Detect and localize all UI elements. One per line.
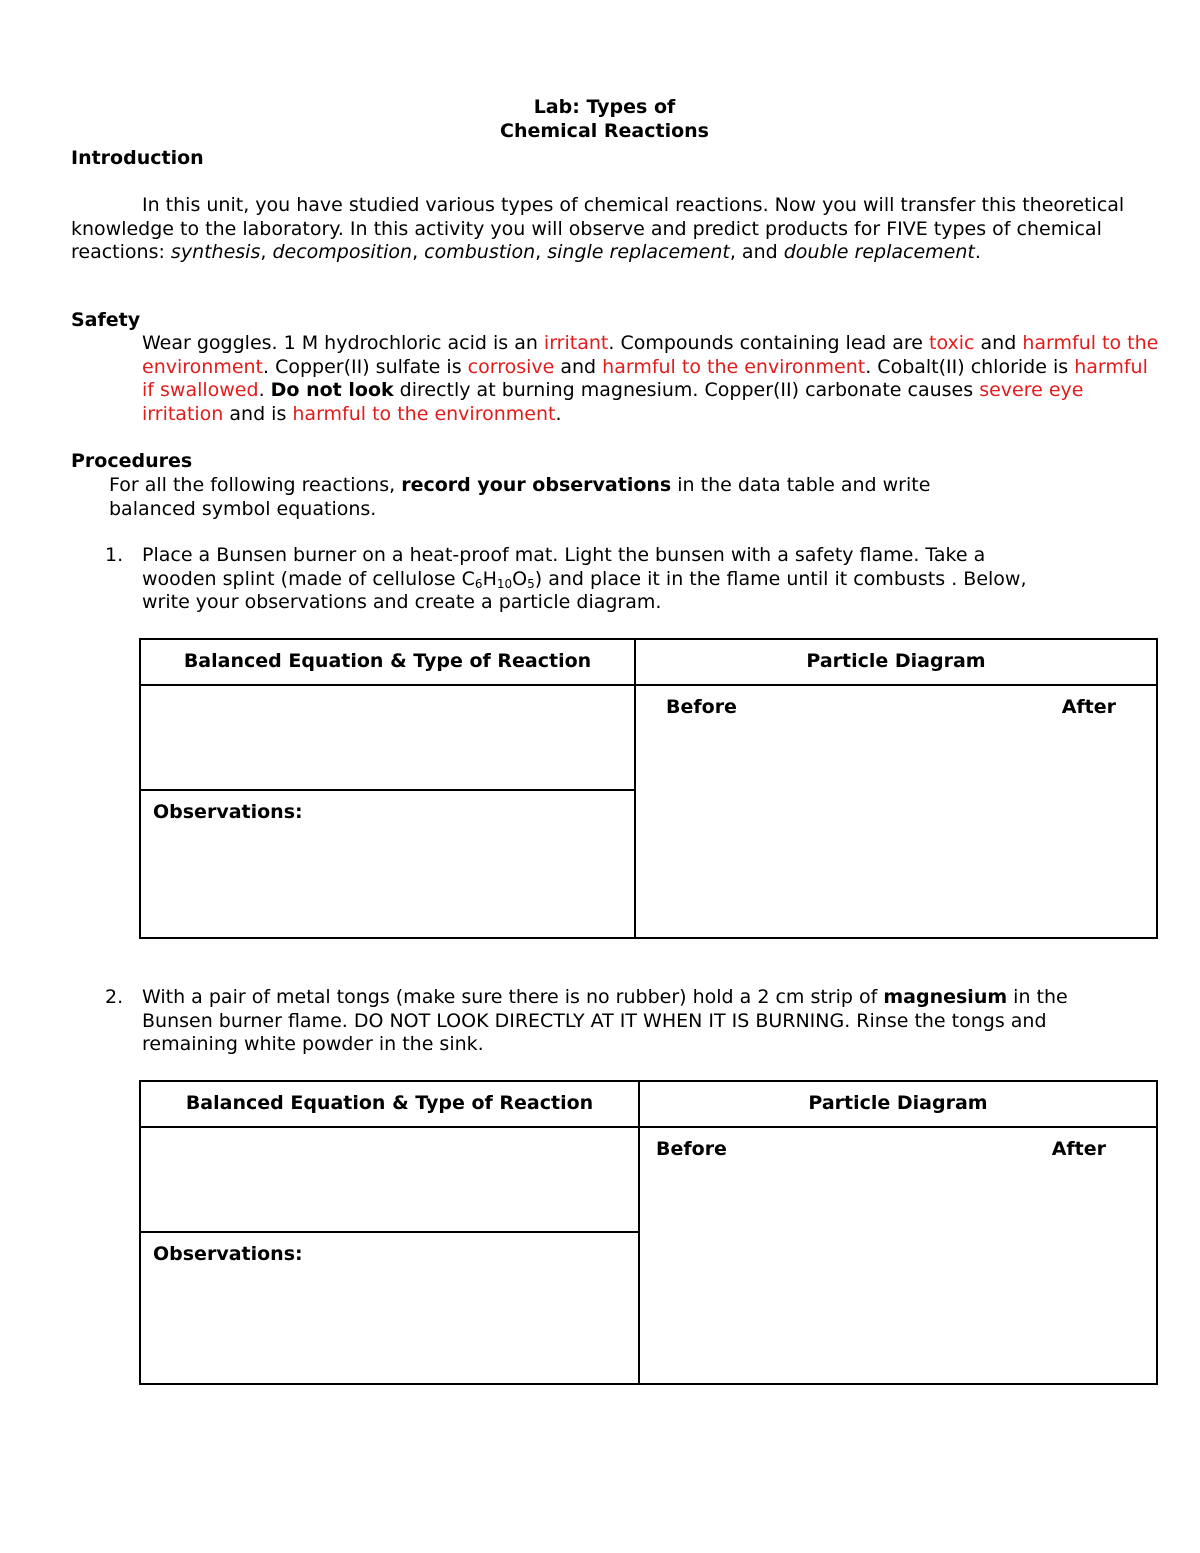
table-1-before-label: Before (666, 696, 737, 718)
title-line-1: Lab: Types of (533, 96, 676, 118)
table-2-observations-label: Observations: (153, 1243, 303, 1265)
table-2-after-label: After (1051, 1138, 1106, 1160)
table-2-particle-cell[interactable] (639, 1127, 1157, 1384)
table-1-observations-cell[interactable] (140, 790, 635, 938)
table-1-particle-cell[interactable] (635, 685, 1157, 938)
procedures-intro: For all the following reactions, record your observations in the data table and write balanced symbol equations. (109, 474, 931, 520)
procedures-heading: Procedures (71, 450, 193, 472)
table-2-header-equation: Balanced Equation & Type of Reaction (140, 1081, 639, 1127)
introduction-heading: Introduction (71, 147, 204, 169)
table-1-header-equation: Balanced Equation & Type of Reaction (140, 639, 635, 685)
table-2-before-label: Before (656, 1138, 727, 1160)
item-2-text: With a pair of metal tongs (make sure there is no rubber) hold a 2 cm strip of magnesium in the Bunsen burner flame. DO NOT LOOK DIRECTLY AT IT WHEN IT IS BURNING. Rinse the tongs and remaining white powder in the sink. (142, 986, 1068, 1055)
item-2-number: 2. (105, 986, 124, 1008)
introduction-paragraph: In this unit, you have studied various types of chemical reactions. Now you will transfer this theoretical knowledge to the laboratory. In this activity you will observe and predict products for FIVE types of chemical reactions: synthesis, decomposition, combustion, single replacement, and double replacement. (71, 194, 1125, 263)
item-1-number: 1. (105, 544, 124, 566)
table-1-equation-cell[interactable] (140, 685, 635, 790)
safety-heading: Safety (71, 309, 141, 331)
data-table-2 (139, 1080, 1158, 1385)
table-1-header-particle: Particle Diagram (635, 639, 1157, 685)
table-2-equation-cell[interactable] (140, 1127, 639, 1232)
item-1-text: Place a Bunsen burner on a heat-proof mat. Light the bunsen with a safety flame. Take a wooden splint (made of cellulose $C_6H_{10}O_5$) and place it in the flame until it combusts . Below, write your observations and create a particle diagram. (142, 544, 1027, 613)
data-table-1 (139, 638, 1158, 939)
table-1-observations-label: Observations: (153, 801, 303, 823)
title-line-2: Chemical Reactions (500, 120, 709, 142)
safety-paragraph: Wear goggles. 1 M hydrochloric acid is an irritant. Compounds containing lead are toxic and harmful to the environment. Copper(II) sulfate is corrosive and harmful to the environment. Cobalt(II) chloride is harmful if swallowed. Do not look directly at burning magnesium. Copper(II) carbonate causes severe eye irritation and is harmful to the environment. (142, 332, 1159, 425)
table-1-after-label: After (1061, 696, 1116, 718)
table-2-header-particle: Particle Diagram (639, 1081, 1157, 1127)
table-2-observations-cell[interactable] (140, 1232, 639, 1384)
